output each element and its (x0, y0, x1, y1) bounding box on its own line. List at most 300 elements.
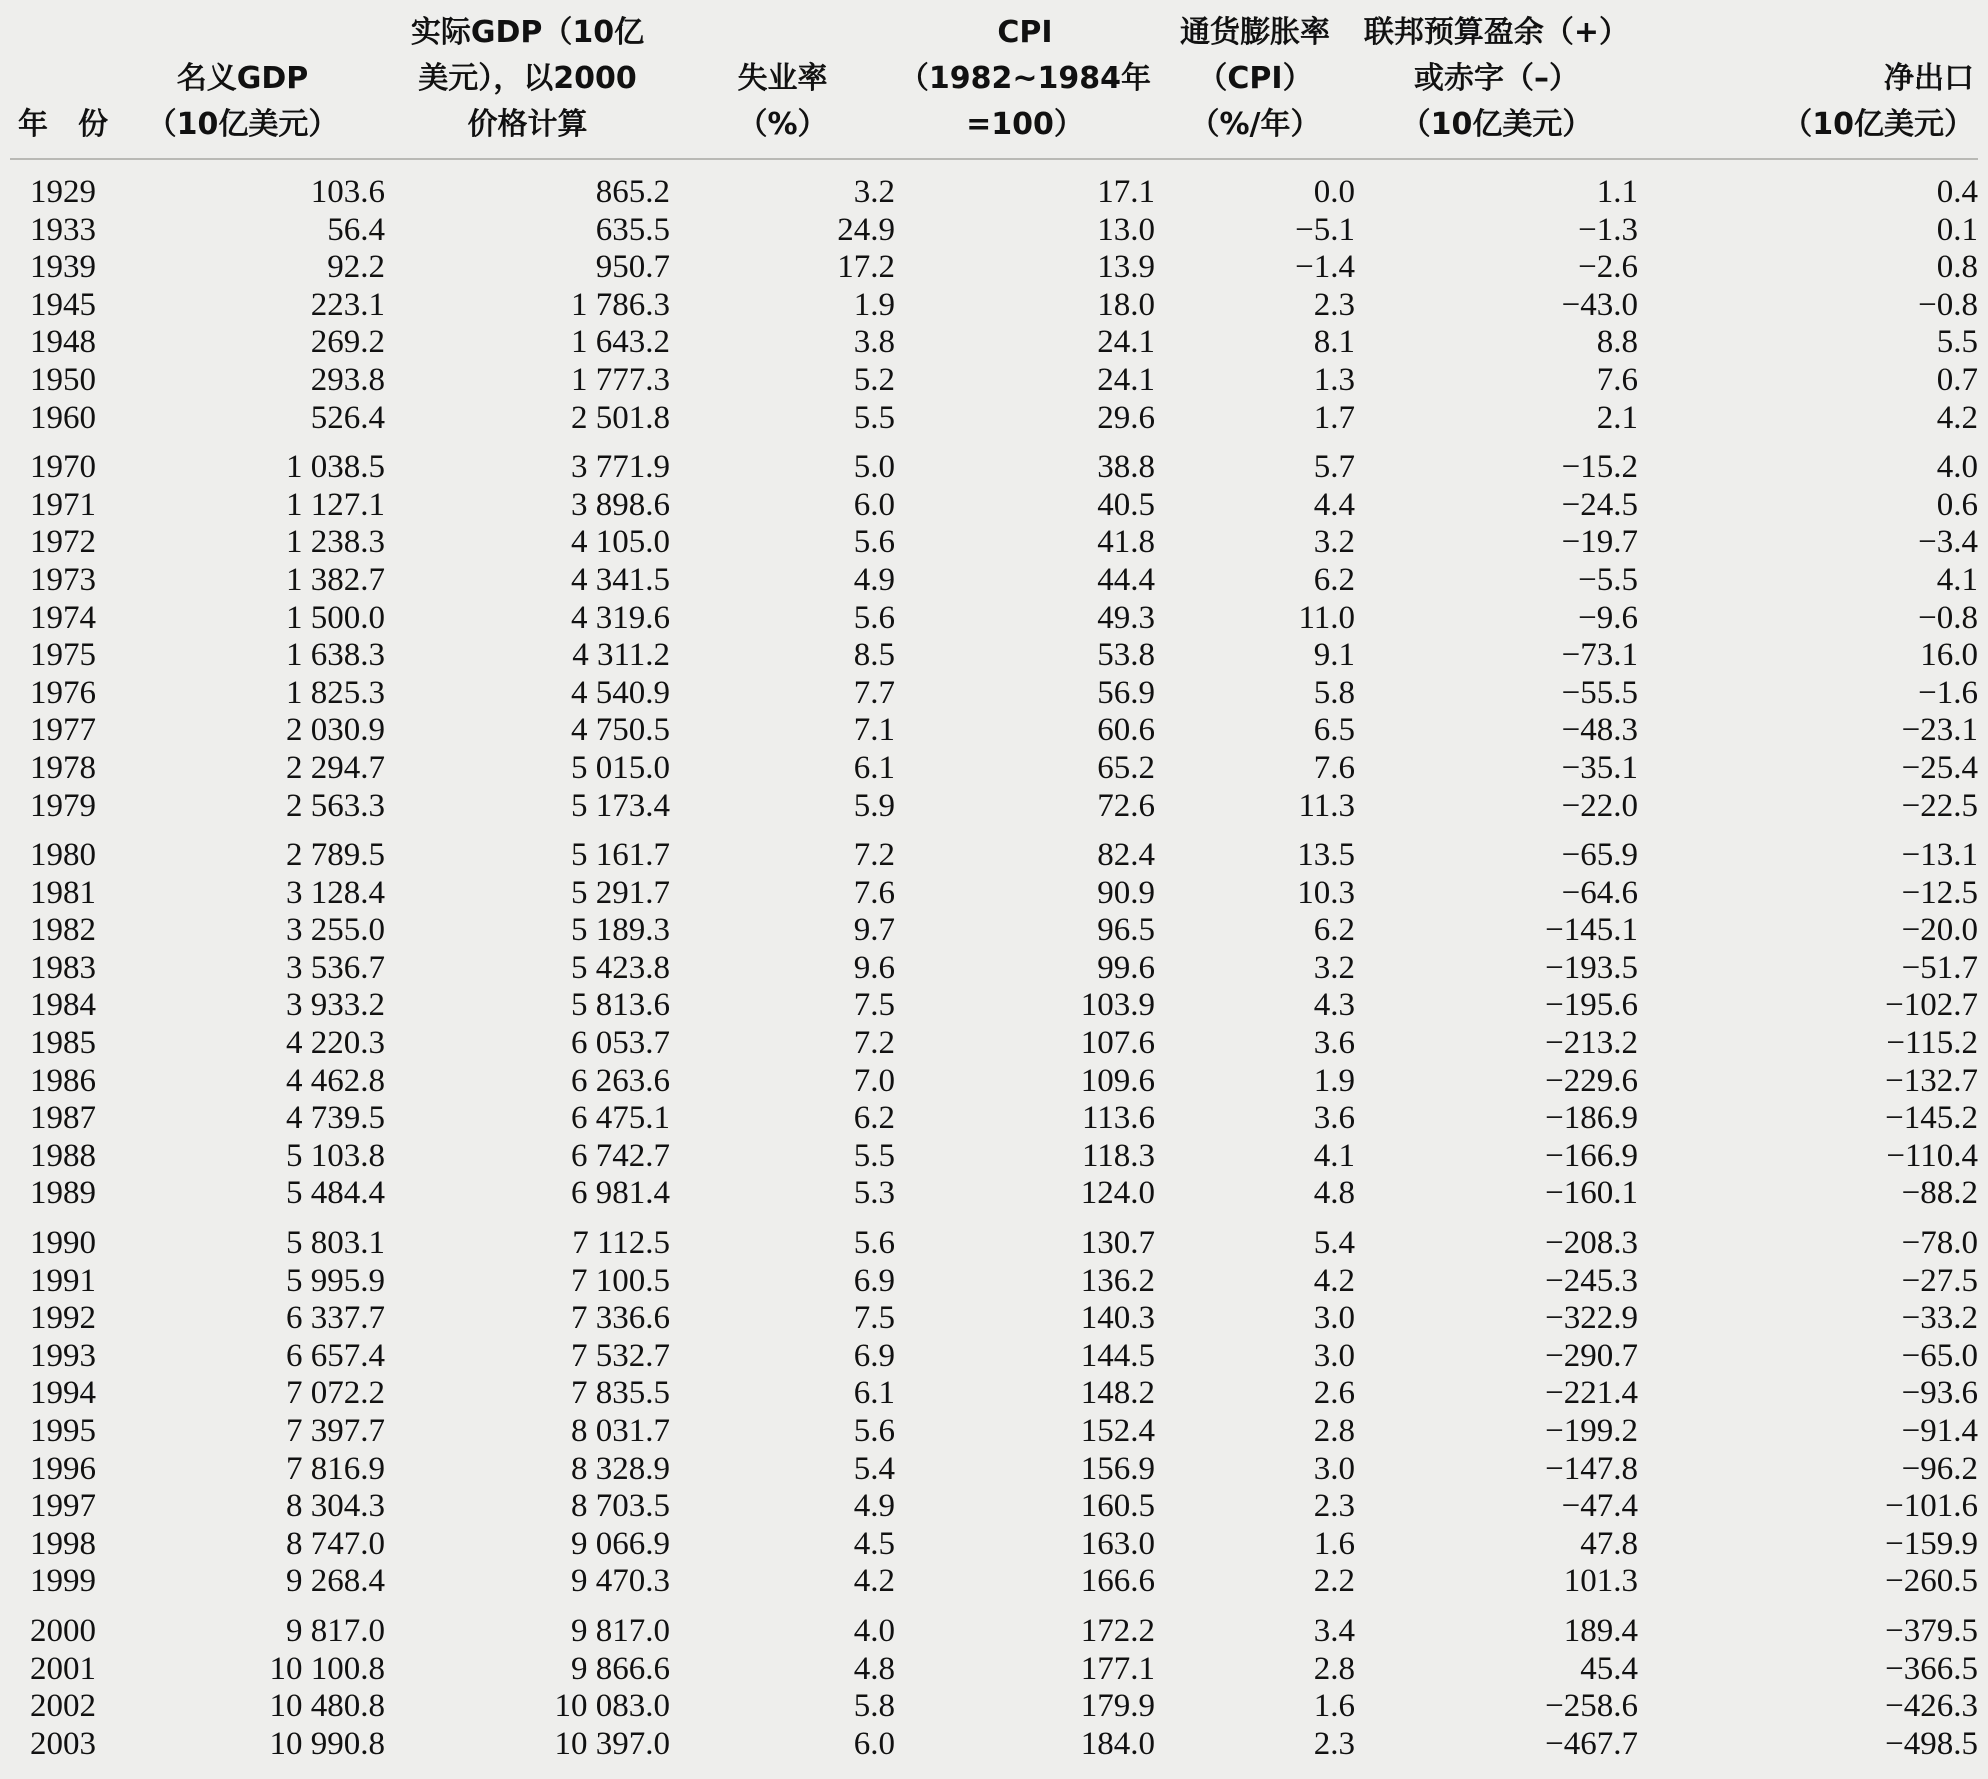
cell-unemployment-rate: 7.2 (853, 837, 895, 874)
cell-budget-balance: −73.1 (1561, 637, 1638, 674)
table-row (10, 1601, 1978, 1651)
cell-year: 1994 (30, 1375, 96, 1412)
cell-inflation-rate: 4.3 (1313, 987, 1355, 1024)
header-budget-balance (1355, 10, 1638, 159)
cell-inflation-rate: 6.5 (1313, 712, 1355, 749)
header-cpi (895, 10, 1155, 159)
cell-net-exports: −13.1 (1901, 837, 1978, 874)
cell-year: 1989 (30, 1175, 96, 1212)
table-row (10, 1263, 1978, 1301)
cell-inflation-rate: 10.3 (1297, 874, 1355, 911)
cell-cpi: 118.3 (1081, 1137, 1155, 1174)
cell-unemployment-rate: 24.9 (837, 211, 895, 248)
cell-net-exports: −51.7 (1901, 949, 1978, 986)
table-row (10, 987, 1978, 1025)
cell-year: 2003 (30, 1725, 96, 1762)
cell-real-gdp: 6 263.6 (571, 1062, 670, 1099)
cell-net-exports: −33.2 (1901, 1300, 1978, 1337)
table-row (10, 788, 1978, 826)
cell-net-exports: −426.3 (1885, 1688, 1978, 1725)
cell-budget-balance: −2.6 (1578, 249, 1638, 286)
cell-net-exports: −0.8 (1918, 286, 1978, 323)
cell-unemployment-rate: 5.4 (853, 1450, 895, 1487)
cell-net-exports: 0.4 (1936, 174, 1978, 210)
cell-real-gdp: 5 161.7 (571, 837, 670, 874)
cell-cpi: 99.6 (1097, 949, 1155, 986)
cell-budget-balance: −43.0 (1561, 286, 1638, 323)
cell-real-gdp: 950.7 (595, 249, 670, 286)
cell-unemployment-rate: 9.6 (853, 949, 895, 986)
cell-year: 1975 (30, 637, 96, 674)
cell-real-gdp: 1 777.3 (571, 361, 670, 398)
cell-unemployment-rate: 4.9 (853, 1488, 895, 1525)
cell-net-exports: −3.4 (1918, 524, 1978, 561)
header-nominal-gdp (100, 10, 385, 159)
cell-budget-balance: 7.6 (1596, 361, 1638, 398)
cell-inflation-rate: 3.0 (1313, 1450, 1355, 1487)
cell-net-exports: −366.5 (1885, 1650, 1978, 1687)
cell-nominal-gdp: 269.2 (310, 324, 385, 361)
cell-real-gdp: 7 532.7 (571, 1337, 670, 1374)
cell-year: 2001 (30, 1650, 96, 1687)
cell-nominal-gdp: 10 990.8 (269, 1725, 385, 1762)
header-line: 或赤字（–） (1414, 61, 1579, 96)
cell-real-gdp: 8 328.9 (571, 1450, 670, 1487)
cell-year: 1939 (30, 249, 96, 286)
table-row (10, 1688, 1978, 1726)
cell-unemployment-rate: 6.9 (853, 1337, 895, 1374)
cell-cpi: 44.4 (1097, 561, 1155, 598)
cell-budget-balance: −213.2 (1545, 1025, 1638, 1062)
cell-nominal-gdp: 2 294.7 (286, 749, 385, 786)
cell-inflation-rate: 3.2 (1313, 524, 1355, 561)
cell-net-exports: −102.7 (1885, 987, 1978, 1024)
cell-real-gdp: 9 470.3 (571, 1563, 670, 1600)
cell-net-exports: 16.0 (1920, 637, 1978, 674)
cell-net-exports: −115.2 (1886, 1025, 1978, 1062)
cell-real-gdp: 8 703.5 (571, 1488, 670, 1525)
cell-unemployment-rate: 4.2 (853, 1563, 895, 1600)
cell-cpi: 103.9 (1080, 987, 1155, 1024)
table-row (10, 712, 1978, 750)
table-row (10, 1025, 1978, 1063)
table-row (10, 324, 1978, 362)
header-line: （10亿美元） (146, 107, 339, 142)
cell-unemployment-rate: 6.1 (853, 749, 895, 786)
cell-year: 1985 (30, 1025, 96, 1062)
cell-nominal-gdp: 2 563.3 (286, 787, 385, 824)
cell-cpi: 152.4 (1080, 1413, 1155, 1449)
cell-net-exports: 0.7 (1936, 361, 1978, 398)
cell-cpi: 41.8 (1097, 524, 1155, 561)
cell-net-exports: −27.5 (1901, 1262, 1978, 1299)
cell-unemployment-rate: 5.8 (853, 1688, 895, 1725)
cell-year: 1929 (30, 174, 96, 210)
cell-budget-balance: −193.5 (1545, 949, 1638, 986)
cell-cpi: 53.8 (1097, 637, 1155, 674)
cell-year: 1986 (30, 1062, 96, 1099)
cell-cpi: 49.3 (1097, 599, 1155, 636)
table-row (10, 1213, 1978, 1263)
cell-cpi: 90.9 (1097, 874, 1155, 911)
cell-budget-balance: −221.4 (1545, 1375, 1638, 1412)
cell-net-exports: −101.6 (1885, 1488, 1978, 1525)
cell-unemployment-rate: 6.9 (853, 1262, 895, 1299)
cell-unemployment-rate: 7.1 (853, 712, 895, 749)
table-row (10, 1063, 1978, 1101)
cell-net-exports: −260.5 (1885, 1563, 1978, 1600)
cell-budget-balance: −9.6 (1578, 599, 1638, 636)
cell-unemployment-rate: 6.0 (853, 486, 895, 523)
cell-nominal-gdp: 3 255.0 (286, 912, 385, 949)
table-row (10, 750, 1978, 788)
cell-cpi: 184.0 (1080, 1725, 1155, 1762)
cell-cpi: 65.2 (1097, 749, 1155, 786)
cell-inflation-rate: 13.5 (1297, 837, 1355, 874)
cell-nominal-gdp: 10 480.8 (269, 1688, 385, 1725)
cell-cpi: 109.6 (1080, 1062, 1155, 1099)
cell-net-exports: 5.5 (1936, 324, 1978, 361)
table-row (10, 437, 1978, 487)
cell-real-gdp: 1 786.3 (571, 286, 670, 323)
cell-cpi: 38.8 (1097, 449, 1155, 486)
cell-year: 1973 (30, 561, 96, 598)
table-row (10, 875, 1978, 913)
cell-cpi: 172.2 (1080, 1612, 1155, 1649)
table-row (10, 912, 1978, 950)
cell-budget-balance: −229.6 (1545, 1062, 1638, 1099)
cell-real-gdp: 3 898.6 (571, 486, 670, 523)
cell-real-gdp: 10 083.0 (554, 1688, 670, 1725)
header-net-exports (1638, 10, 1978, 159)
cell-unemployment-rate: 9.7 (853, 912, 895, 949)
cell-cpi: 56.9 (1097, 674, 1155, 711)
cell-year: 1990 (30, 1225, 96, 1262)
cell-cpi: 107.6 (1080, 1025, 1155, 1062)
table-row (10, 1300, 1978, 1338)
header-line: 失业率 (737, 61, 828, 96)
cell-net-exports: 0.1 (1936, 211, 1978, 248)
cell-budget-balance: −47.4 (1561, 1488, 1638, 1525)
cell-real-gdp: 4 319.6 (571, 599, 670, 636)
cell-budget-balance: 8.8 (1596, 324, 1638, 361)
cell-cpi: 144.5 (1080, 1337, 1155, 1374)
cell-unemployment-rate: 4.9 (853, 561, 895, 598)
cell-inflation-rate: 3.0 (1313, 1337, 1355, 1374)
table-row (10, 1563, 1978, 1601)
header-line: 价格计算 (467, 107, 588, 142)
table-row (10, 1138, 1978, 1176)
cell-cpi: 82.4 (1097, 837, 1155, 874)
cell-unemployment-rate: 7.5 (853, 987, 895, 1024)
header-line: （10亿美元） (1782, 107, 1974, 142)
cell-unemployment-rate: 5.5 (853, 399, 895, 436)
cell-nominal-gdp: 1 238.3 (286, 524, 385, 561)
cell-year: 1977 (30, 712, 96, 749)
table-row (10, 1526, 1978, 1564)
cell-inflation-rate: 2.6 (1313, 1375, 1355, 1412)
cell-net-exports: −88.2 (1901, 1175, 1978, 1212)
cell-unemployment-rate: 17.2 (837, 249, 895, 286)
cell-budget-balance: −19.7 (1561, 524, 1638, 561)
cell-inflation-rate: 4.1 (1313, 1137, 1355, 1174)
cell-cpi: 13.0 (1097, 211, 1155, 248)
cell-year: 1982 (30, 912, 96, 949)
header-line: CPI (997, 15, 1053, 50)
cell-real-gdp: 5 189.3 (571, 912, 670, 949)
header-line: （%/年） (1189, 107, 1321, 142)
cell-real-gdp: 5 015.0 (571, 749, 670, 786)
cell-unemployment-rate: 6.1 (853, 1375, 895, 1412)
cell-year: 1948 (30, 324, 96, 361)
cell-nominal-gdp: 2 030.9 (286, 712, 385, 749)
table-row (10, 362, 1978, 400)
cell-nominal-gdp: 1 825.3 (286, 674, 385, 711)
cell-net-exports: −25.4 (1901, 749, 1978, 786)
cell-budget-balance: −55.5 (1561, 674, 1638, 711)
header-row (10, 10, 1978, 159)
table-row (10, 600, 1978, 638)
cell-nominal-gdp: 9 268.4 (286, 1563, 385, 1600)
cell-real-gdp: 6 053.7 (571, 1025, 670, 1062)
cell-unemployment-rate: 4.5 (853, 1525, 895, 1562)
table-body (10, 159, 1978, 1763)
cell-inflation-rate: 4.4 (1313, 486, 1355, 523)
cell-unemployment-rate: 5.6 (853, 599, 895, 636)
cell-real-gdp: 6 475.1 (571, 1100, 670, 1137)
cell-real-gdp: 10 397.0 (554, 1725, 670, 1762)
cell-unemployment-rate: 5.6 (853, 1413, 895, 1449)
cell-cpi: 177.1 (1080, 1650, 1155, 1687)
cell-budget-balance: −1.3 (1578, 211, 1638, 248)
cell-net-exports: −379.5 (1885, 1612, 1978, 1649)
cell-net-exports: −498.5 (1885, 1725, 1978, 1762)
cell-cpi: 148.2 (1080, 1375, 1155, 1412)
cell-unemployment-rate: 7.6 (853, 874, 895, 911)
cell-cpi: 166.6 (1080, 1563, 1155, 1600)
cell-unemployment-rate: 6.0 (853, 1725, 895, 1762)
table-row (10, 487, 1978, 525)
cell-real-gdp: 635.5 (595, 211, 670, 248)
cell-nominal-gdp: 5 803.1 (286, 1225, 385, 1262)
cell-unemployment-rate: 7.0 (853, 1062, 895, 1099)
cell-net-exports: −96.2 (1901, 1450, 1978, 1487)
cell-unemployment-rate: 5.6 (853, 524, 895, 561)
cell-net-exports: 4.0 (1936, 449, 1978, 486)
header-line: （CPI） (1197, 61, 1313, 96)
cell-budget-balance: −22.0 (1561, 787, 1638, 824)
cell-inflation-rate: 2.3 (1313, 1488, 1355, 1525)
cell-cpi: 40.5 (1097, 486, 1155, 523)
cell-budget-balance: −290.7 (1545, 1337, 1638, 1374)
cell-budget-balance: −195.6 (1545, 987, 1638, 1024)
cell-real-gdp: 1 643.2 (571, 324, 670, 361)
cell-unemployment-rate: 5.0 (853, 449, 895, 486)
cell-unemployment-rate: 4.0 (853, 1612, 895, 1649)
cell-real-gdp: 9 066.9 (571, 1525, 670, 1562)
cell-nominal-gdp: 3 536.7 (286, 949, 385, 986)
cell-nominal-gdp: 7 816.9 (286, 1450, 385, 1487)
cell-budget-balance: 47.8 (1580, 1525, 1638, 1562)
cell-year: 1998 (30, 1525, 96, 1562)
cell-real-gdp: 7 100.5 (571, 1262, 670, 1299)
cell-real-gdp: 7 835.5 (571, 1375, 670, 1412)
cell-nominal-gdp: 5 103.8 (286, 1137, 385, 1174)
cell-year: 1983 (30, 949, 96, 986)
cell-year: 1978 (30, 749, 96, 786)
cell-nominal-gdp: 6 337.7 (286, 1300, 385, 1337)
cell-cpi: 96.5 (1097, 912, 1155, 949)
cell-budget-balance: 2.1 (1596, 399, 1638, 436)
cell-inflation-rate: 6.2 (1313, 561, 1355, 598)
cell-nominal-gdp: 4 739.5 (286, 1100, 385, 1137)
header-line: （1982~1984年 (898, 61, 1152, 96)
cell-unemployment-rate: 5.3 (853, 1175, 895, 1212)
table-row (10, 637, 1978, 675)
cell-unemployment-rate: 6.2 (853, 1100, 895, 1137)
cell-budget-balance: −5.5 (1578, 561, 1638, 598)
cell-net-exports: −145.2 (1885, 1100, 1978, 1137)
cell-net-exports: −132.7 (1885, 1062, 1978, 1099)
header-inflation (1155, 10, 1355, 159)
cell-budget-balance: −467.7 (1545, 1725, 1638, 1762)
cell-nominal-gdp: 2 789.5 (286, 837, 385, 874)
cell-real-gdp: 9 817.0 (571, 1612, 670, 1649)
cell-real-gdp: 4 341.5 (571, 561, 670, 598)
cell-inflation-rate: 1.6 (1313, 1525, 1355, 1562)
cell-year: 1933 (30, 211, 96, 248)
cell-real-gdp: 3 771.9 (571, 449, 670, 486)
cell-inflation-rate: 1.7 (1313, 399, 1355, 436)
header-line: 年 份 (18, 107, 108, 142)
cell-net-exports: −12.5 (1901, 874, 1978, 911)
cell-inflation-rate: 2.8 (1313, 1413, 1355, 1449)
cell-nominal-gdp: 92.2 (327, 249, 385, 286)
cell-net-exports: −110.4 (1886, 1137, 1978, 1174)
cell-unemployment-rate: 8.5 (853, 637, 895, 674)
table-row (10, 950, 1978, 988)
cell-year: 1984 (30, 987, 96, 1024)
cell-real-gdp: 865.2 (595, 174, 670, 210)
cell-budget-balance: −145.1 (1545, 912, 1638, 949)
cell-cpi: 160.5 (1080, 1488, 1155, 1525)
cell-budget-balance: −48.3 (1561, 712, 1638, 749)
cell-unemployment-rate: 5.2 (853, 361, 895, 398)
cell-year: 1995 (30, 1413, 96, 1449)
header-line: 美元），以2000 (418, 61, 637, 96)
cell-net-exports: −91.4 (1901, 1413, 1978, 1449)
cell-cpi: 163.0 (1080, 1525, 1155, 1562)
cell-year: 1970 (30, 449, 96, 486)
cell-inflation-rate: 11.3 (1298, 787, 1355, 824)
cell-year: 1987 (30, 1100, 96, 1137)
cell-nominal-gdp: 5 484.4 (286, 1175, 385, 1212)
cell-inflation-rate: 5.4 (1313, 1225, 1355, 1262)
cell-nominal-gdp: 9 817.0 (286, 1612, 385, 1649)
cell-net-exports: −0.8 (1918, 599, 1978, 636)
table-row (10, 1375, 1978, 1413)
cell-budget-balance: −160.1 (1545, 1175, 1638, 1212)
cell-inflation-rate: 2.3 (1313, 286, 1355, 323)
cell-inflation-rate: 2.3 (1313, 1725, 1355, 1762)
cell-cpi: 130.7 (1080, 1225, 1155, 1262)
cell-year: 1945 (30, 286, 96, 323)
table-row (10, 1726, 1978, 1764)
cell-inflation-rate: 9.1 (1313, 637, 1355, 674)
table-row (10, 1175, 1978, 1213)
cell-inflation-rate: 2.2 (1313, 1563, 1355, 1600)
header-line: 联邦预算盈余（+） (1363, 15, 1630, 50)
cell-year: 1981 (30, 874, 96, 911)
cell-real-gdp: 4 105.0 (571, 524, 670, 561)
cell-cpi: 156.9 (1080, 1450, 1155, 1487)
cell-inflation-rate: 4.2 (1313, 1262, 1355, 1299)
cell-real-gdp: 2 501.8 (571, 399, 670, 436)
cell-year: 1960 (30, 399, 96, 436)
header-line: 净出口 (1884, 61, 1974, 96)
cell-net-exports: 0.6 (1936, 486, 1978, 523)
cell-real-gdp: 5 423.8 (571, 949, 670, 986)
cell-cpi: 18.0 (1097, 286, 1155, 323)
cell-real-gdp: 4 750.5 (571, 712, 670, 749)
cell-year: 1980 (30, 837, 96, 874)
table-row (10, 1100, 1978, 1138)
cell-nominal-gdp: 526.4 (310, 399, 385, 436)
cell-inflation-rate: 3.2 (1313, 949, 1355, 986)
cell-nominal-gdp: 3 933.2 (286, 987, 385, 1024)
cell-net-exports: −65.0 (1901, 1337, 1978, 1374)
cell-nominal-gdp: 1 382.7 (286, 561, 385, 598)
cell-inflation-rate: 3.6 (1313, 1025, 1355, 1062)
cell-real-gdp: 4 311.2 (572, 637, 670, 674)
cell-nominal-gdp: 293.8 (310, 361, 385, 398)
cell-budget-balance: 189.4 (1563, 1612, 1638, 1649)
table-row (10, 1451, 1978, 1489)
cell-nominal-gdp: 1 638.3 (286, 637, 385, 674)
header-line: =100） (966, 107, 1084, 142)
cell-inflation-rate: 8.1 (1313, 324, 1355, 361)
cell-budget-balance: −147.8 (1545, 1450, 1638, 1487)
cell-net-exports: −20.0 (1901, 912, 1978, 949)
cell-real-gdp: 6 742.7 (571, 1137, 670, 1174)
cell-year: 1996 (30, 1450, 96, 1487)
cell-budget-balance: 1.1 (1596, 174, 1638, 210)
cell-budget-balance: −322.9 (1545, 1300, 1638, 1337)
cell-year: 1991 (30, 1262, 96, 1299)
cell-unemployment-rate: 3.8 (853, 324, 895, 361)
cell-budget-balance: −35.1 (1561, 749, 1638, 786)
header-year (10, 10, 108, 159)
cell-inflation-rate: −1.4 (1295, 249, 1355, 286)
cell-real-gdp: 7 336.6 (571, 1300, 670, 1337)
cell-inflation-rate: 7.6 (1313, 749, 1355, 786)
cell-nominal-gdp: 56.4 (327, 211, 385, 248)
cell-net-exports: 4.1 (1936, 561, 1978, 598)
cell-cpi: 24.1 (1097, 361, 1155, 398)
cell-inflation-rate: −5.1 (1295, 211, 1355, 248)
table-row (10, 1488, 1978, 1526)
cell-cpi: 140.3 (1080, 1300, 1155, 1337)
cell-inflation-rate: 0.0 (1313, 174, 1355, 210)
cell-nominal-gdp: 10 100.8 (269, 1650, 385, 1687)
header-line: 名义GDP (176, 61, 309, 96)
cell-budget-balance: −245.3 (1545, 1262, 1638, 1299)
cell-unemployment-rate: 5.5 (853, 1137, 895, 1174)
cell-unemployment-rate: 5.6 (853, 1225, 895, 1262)
cell-net-exports: 4.2 (1936, 399, 1978, 436)
cell-year: 1971 (30, 486, 96, 523)
cell-real-gdp: 8 031.7 (571, 1413, 670, 1449)
